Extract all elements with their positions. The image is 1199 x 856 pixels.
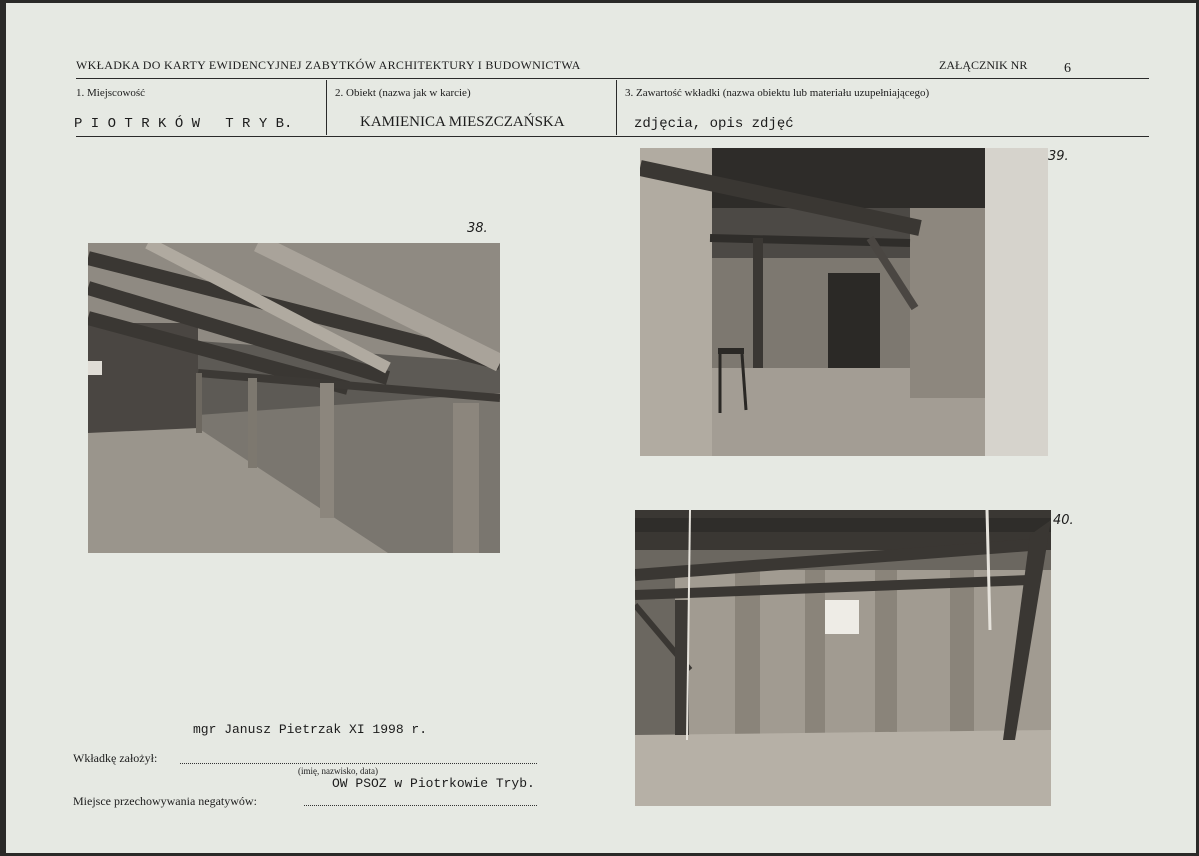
field-2-value: KAMIENICA MIESZCZAŃSKA bbox=[360, 114, 565, 130]
field-1-value: P I O T R K Ó W T R Y B. bbox=[74, 116, 293, 132]
author-label: Wkładkę założył: bbox=[73, 751, 158, 765]
field-3-value: zdjęcia, opis zdjęć bbox=[634, 116, 794, 132]
author-hint: (imię, nazwisko, data) bbox=[298, 766, 378, 776]
fields-rule bbox=[76, 136, 1149, 137]
photo-40-attic-brick-wall bbox=[635, 510, 1051, 806]
author-value: mgr Janusz Pietrzak XI 1998 r. bbox=[193, 722, 428, 737]
field-divider-2 bbox=[616, 80, 617, 135]
photo-38-attic-rafters bbox=[88, 243, 500, 553]
annex-label: ZAŁĄCZNIK NR bbox=[939, 58, 1028, 72]
field-3-label: 3. Zawartość wkładki (nazwa obiektu lub materiału uzupełniającego) bbox=[625, 87, 930, 99]
author-dotted-line bbox=[180, 763, 537, 764]
form-title: WKŁADKA DO KARTY EWIDENCYJNEJ ZABYTKÓW ARCHITEKTURY I BUDOWNICTWA bbox=[76, 58, 581, 72]
storage-dotted-line bbox=[304, 805, 537, 806]
storage-value: OW PSOZ w Piotrkowie Tryb. bbox=[332, 776, 535, 791]
field-divider-1 bbox=[326, 80, 327, 135]
field-1-label: 1. Miejscowość bbox=[76, 87, 146, 99]
annex-number: 6 bbox=[1064, 61, 1071, 76]
storage-label: Miejsce przechowywania negatywów: bbox=[73, 794, 257, 808]
photo-38-number: 38. bbox=[467, 221, 488, 236]
document-page bbox=[6, 3, 1196, 853]
photo-39-attic-doorway bbox=[640, 148, 1048, 456]
header-rule bbox=[76, 78, 1149, 79]
field-2-label: 2. Obiekt (nazwa jak w karcie) bbox=[335, 87, 471, 99]
photo-40-number: 40. bbox=[1053, 513, 1074, 528]
photo-39-number: 39. bbox=[1048, 149, 1069, 164]
